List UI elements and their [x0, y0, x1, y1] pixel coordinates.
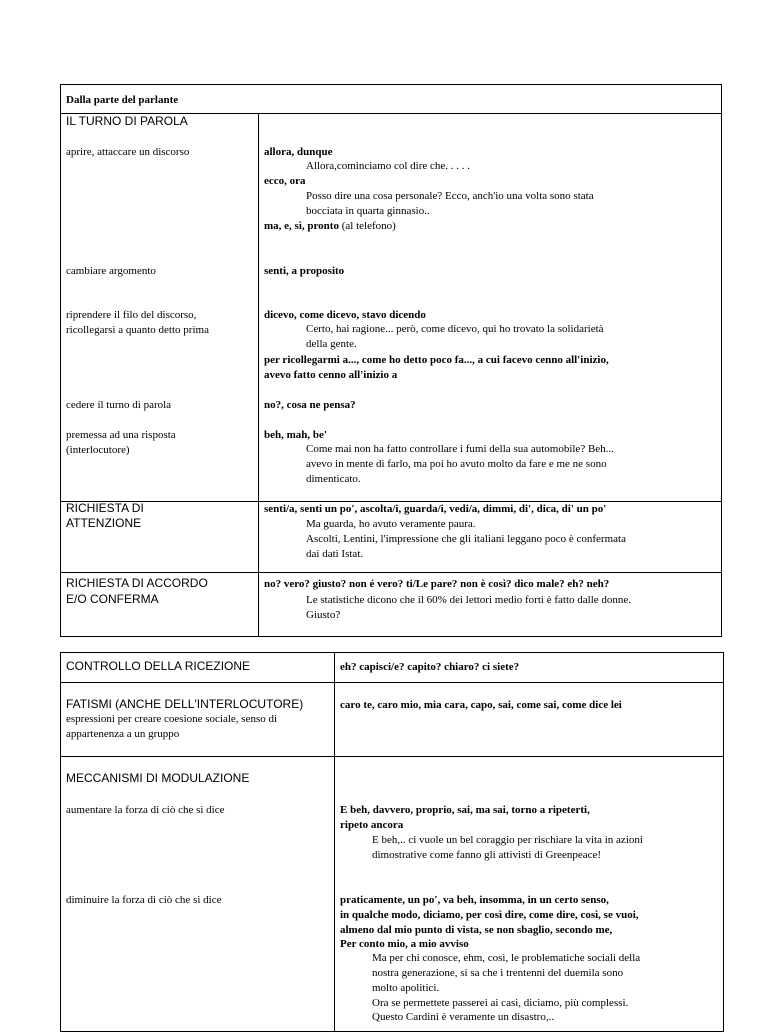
section-il-turno-di-parola: IL TURNO DI PAROLA — [66, 114, 188, 128]
example-text: bocciata in quarta ginnasio.. — [306, 205, 430, 217]
table2-row-divider — [60, 682, 724, 683]
keyword-ripeto-ancora: ripeto ancora — [340, 819, 404, 831]
keyword-senti-a-proposito: senti, a proposito — [264, 265, 345, 277]
example-text: avevo in mente di farlo, ma poi ho avuto molto da fare e me ne sono — [306, 458, 607, 470]
example-text: E beh,.. ci vuole un bel coraggio per rischiare la vita in azioni — [372, 834, 643, 846]
keyword-beh-mah-be: beh, mah, be' — [264, 429, 327, 441]
row-label-aprire: aprire, attaccare un discorso — [66, 146, 190, 158]
keyword-praticamente: in qualche modo, diciamo, per così dire, come dire, così, se vuoi, — [340, 909, 639, 921]
keyword-no-vero-giusto: no? vero? giusto? non é vero? ti/Le pare? non è così? dico male? eh? neh? — [264, 578, 610, 590]
example-text: Come mai non ha fatto controllare i fumi della sua automobile? Beh... — [306, 443, 614, 455]
keyword-eh-capisci: eh? capisci/e? capito? chiaro? ci siete? — [340, 661, 520, 673]
keyword-no-cosa-ne-pensa: no?, cosa ne pensa? — [264, 399, 356, 411]
row-label-cedere-il-turno: cedere il turno di parola — [66, 399, 172, 411]
section-fatismi: FATISMI (ANCHE DELL'INTERLOCUTORE) — [66, 697, 304, 711]
section-richiesta-di-attenzione: ATTENZIONE — [66, 516, 142, 530]
table2-row-divider — [60, 756, 724, 757]
keyword-praticamente: praticamente, un po', va beh, insomma, in un certo senso, — [340, 894, 609, 906]
example-text: molto apolitici. — [372, 982, 440, 994]
example-text: Giusto? — [306, 609, 341, 621]
example-text: della gente. — [306, 338, 357, 350]
example-text: Ora se permettete passerei ai casi, diciamo, più complessi. — [372, 997, 629, 1009]
table1-column-divider — [258, 113, 259, 637]
row-label-premessa: (interlocutore) — [66, 444, 130, 456]
example-text: Posso dire una cosa personale? Ecco, anch'io una volta sono stata — [306, 190, 594, 202]
keyword-ecco-ora: ecco, ora — [264, 175, 306, 187]
row-label-diminuire: diminuire la forza di ciò che si dice — [66, 894, 222, 906]
keyword-dicevo: dicevo, come dicevo, stavo dicendo — [264, 309, 426, 321]
example-text: dimostrative come fanno gli attivisti di Greenpeace! — [372, 849, 602, 861]
row-label-aumentare: aumentare la forza di ciò che si dice — [66, 804, 225, 816]
keyword-note: (al telefono) — [338, 220, 396, 232]
fatismi-description: espressioni per creare coesione sociale, senso di — [66, 713, 278, 725]
example-text: Ma guarda, ho avuto veramente paura. — [306, 518, 476, 530]
row-label-riprendere: riprendere il filo del discorso, — [66, 309, 197, 321]
row-label-cambiare-argomento: cambiare argomento — [66, 265, 156, 277]
keyword-praticamente: almeno dal mio punto di vista, se non sbaglio, secondo me, — [340, 924, 613, 936]
keyword-text: ma, e, sì, pronto — [264, 220, 339, 232]
keyword-caro-te: caro te, caro mio, mia cara, capo, sai, come sai, come dice lei — [340, 699, 622, 711]
section-richiesta-di-attenzione: RICHIESTA DI — [66, 501, 144, 515]
example-text: Certo, hai ragione... però, come dicevo, qui ho trovato la solidarietà — [306, 323, 604, 335]
example-text: Le statistiche dicono che il 60% dei lettori medio forti è fatto dalle donne. — [306, 594, 632, 606]
keyword-allora-dunque: allora, dunque — [264, 146, 333, 158]
row-label-premessa: premessa ad una risposta — [66, 429, 176, 441]
fatismi-description: appartenenza a un gruppo — [66, 728, 180, 740]
keyword-per-ricollegarmi: per ricollegarmi a..., come ho detto poco fa..., a cui facevo cenno all'inizio, — [264, 354, 609, 366]
keyword-senti-ascolta: senti/a, senti un po', ascolta/i, guarda/i, vedi/a, dimmi, di', dica, di' un po' — [264, 503, 607, 515]
example-text: dimenticato. — [306, 473, 361, 485]
keyword-e-beh-davvero: E beh, davvero, proprio, sai, ma sai, torno a ripeterti, — [340, 804, 590, 816]
section-controllo-della-ricezione: CONTROLLO DELLA RICEZIONE — [66, 659, 251, 673]
table2-column-divider — [334, 652, 335, 1032]
section-richiesta-di-accordo: E/O CONFERMA — [66, 592, 159, 606]
keyword-per-ricollegarmi: avevo fatto cenno all'inizio a — [264, 369, 398, 381]
example-text: Ma per chi conosce, ehm, così, le problematiche sociali della — [372, 952, 641, 964]
example-text: nostra generazione, si sa che i trentenni del duemila sono — [372, 967, 624, 979]
example-text: Ascolti, Lentini, l'impressione che gli italiani leggano poco è confermata — [306, 533, 626, 545]
example-text: Allora,cominciamo col dire che. . . . . — [306, 160, 471, 172]
section-meccanismi-di-modulazione: MECCANISMI DI MODULAZIONE — [66, 771, 250, 785]
table1-row-divider — [60, 572, 722, 573]
keyword-per-conto-mio: Per conto mio, a mio avviso — [340, 938, 469, 950]
example-text: Questo Cardini è veramente un disastro,.. — [372, 1011, 555, 1023]
example-text: dai dati Istat. — [306, 548, 364, 560]
keyword-ma-e-si-pronto — [264, 219, 396, 234]
section-richiesta-di-accordo: RICHIESTA DI ACCORDO — [66, 576, 208, 590]
row-label-riprendere: ricollegarsi a quanto detto prima — [66, 324, 209, 336]
table1-header: Dalla parte del parlante — [66, 94, 179, 106]
